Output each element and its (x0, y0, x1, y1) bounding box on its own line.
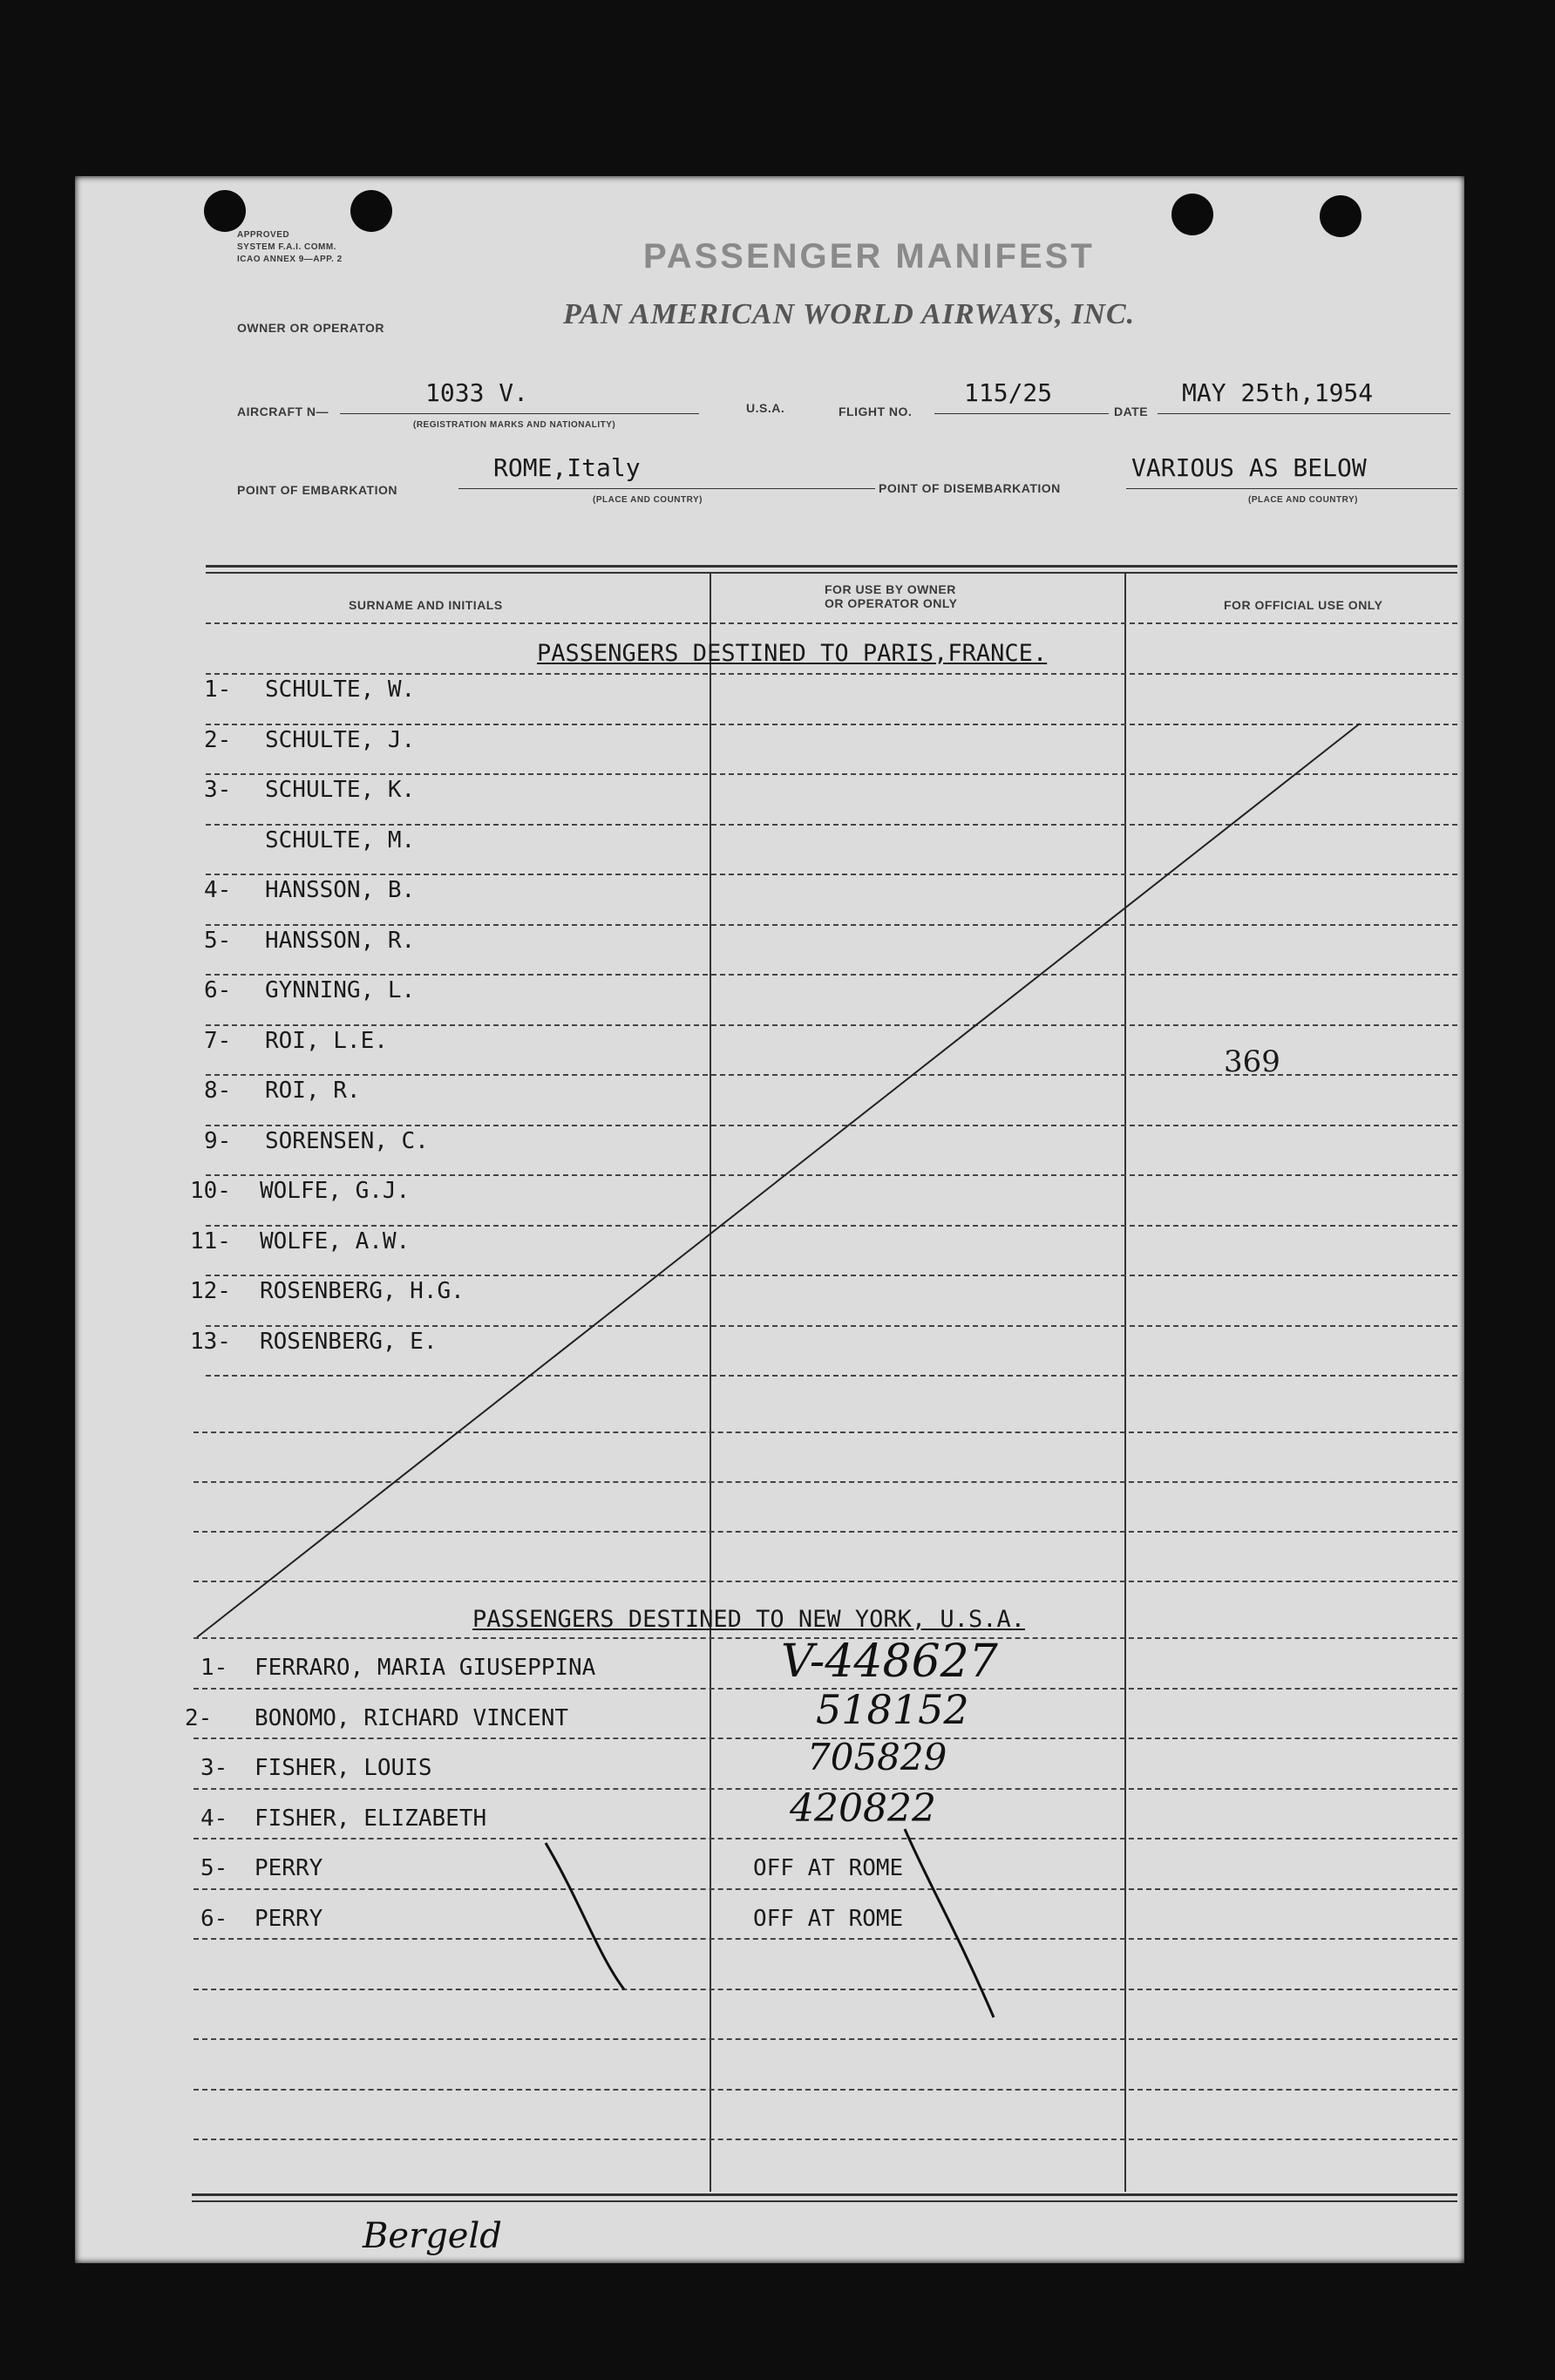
paris-passenger-name: SCHULTE, W. (265, 677, 416, 703)
ny-row-note: OFF AT ROME (753, 1905, 904, 1932)
paris-row-number: 8- (204, 1078, 232, 1104)
official-number: 369 (1224, 1044, 1280, 1079)
col-official-header: FOR OFFICIAL USE ONLY (1224, 598, 1383, 612)
ny-row-note: OFF AT ROME (753, 1855, 904, 1881)
owner-label: OWNER OR OPERATOR (237, 321, 384, 335)
date-label: DATE (1114, 405, 1149, 418)
strike-line (75, 176, 1464, 2263)
paris-passenger-name: HANSSON, R. (265, 927, 416, 954)
paris-passenger-name: WOLFE, A.W. (260, 1227, 411, 1255)
ny-row-number: 5- (200, 1855, 228, 1881)
col-surname-header: SURNAME AND INITIALS (349, 598, 503, 612)
ny-handwritten-number: 705829 (807, 1736, 947, 1778)
flight-label: FLIGHT NO. (839, 405, 913, 418)
paris-passenger-name: GYNNING, L. (265, 977, 416, 1003)
ny-row-number: 4- (200, 1805, 228, 1832)
paris-passenger-name: WOLFE, G.J. (260, 1178, 411, 1204)
ny-passenger-name: FISHER, ELIZABETH (255, 1805, 487, 1832)
paris-passenger-name: ROI, L.E. (265, 1027, 388, 1054)
manifest-title: PASSENGER MANIFEST (643, 237, 1095, 275)
paris-row-number: 3- (204, 777, 232, 803)
paris-row-number: 12- (190, 1278, 231, 1304)
manifest-sheet (75, 176, 1464, 2263)
registration-note: (REGISTRATION MARKS AND NATIONALITY) (413, 420, 616, 430)
embark-value: ROME,Italy (493, 453, 641, 482)
ny-passenger-name: FISHER, LOUIS (255, 1755, 432, 1781)
place-note-2: (PLACE AND COUNTRY) (1248, 495, 1358, 505)
ny-handwritten-number: V-448627 (781, 1635, 998, 1688)
paris-row-number: 7- (204, 1027, 232, 1054)
ny-heading: PASSENGERS DESTINED TO NEW YORK, U.S.A. (472, 1606, 1025, 1633)
approval-line-2: SYSTEM F.A.I. COMM. (237, 242, 336, 252)
flight-value: 115/25 (964, 378, 1053, 407)
date-value: MAY 25th,1954 (1182, 378, 1374, 407)
signature: Bergeld (363, 2216, 502, 2256)
ny-passenger-name: FERRARO, MARIA GIUSEPPINA (255, 1655, 596, 1681)
airline-name: PAN AMERICAN WORLD AIRWAYS, INC. (563, 298, 1136, 330)
approval-line-1: APPROVED (237, 230, 290, 240)
paris-row-number: 1- (204, 677, 232, 703)
paris-passenger-name: SCHULTE, J. (265, 726, 416, 753)
paris-row-number: 9- (204, 1127, 232, 1154)
ny-passenger-name: PERRY (255, 1905, 323, 1932)
disembark-label: POINT OF DISEMBARKATION (879, 481, 1061, 495)
aircraft-label: AIRCRAFT N— (237, 405, 329, 418)
ny-handwritten-number: 420822 (790, 1785, 936, 1831)
disembark-value: VARIOUS AS BELOW (1131, 453, 1367, 482)
paris-passenger-name: ROSENBERG, E. (260, 1328, 438, 1355)
paris-row-number: 2- (204, 726, 232, 753)
paris-passenger-name: SORENSEN, C. (265, 1127, 429, 1154)
nationality: U.S.A. (746, 401, 785, 415)
paris-row-number: 4- (204, 877, 232, 903)
paris-passenger-name: ROI, R. (265, 1078, 361, 1104)
ny-passenger-name: PERRY (255, 1855, 323, 1881)
paris-heading: PASSENGERS DESTINED TO PARIS,FRANCE. (537, 640, 1048, 667)
paris-passenger-name: HANSSON, B. (265, 877, 416, 903)
paris-row-number: 11- (190, 1227, 231, 1255)
approval-line-3: ICAO ANNEX 9—APP. 2 (237, 255, 343, 264)
place-note-1: (PLACE AND COUNTRY) (593, 495, 703, 505)
aircraft-value: 1033 V. (425, 378, 529, 407)
paris-passenger-name: SCHULTE, M. (265, 826, 416, 853)
paris-row-number: 6- (204, 977, 232, 1003)
paris-row-number: 5- (204, 927, 232, 954)
ny-passenger-name: BONOMO, RICHARD VINCENT (255, 1704, 569, 1731)
ny-row-number: 1- (200, 1655, 228, 1681)
paris-passenger-name: ROSENBERG, H.G. (260, 1278, 465, 1304)
ny-row-number: 6- (200, 1905, 228, 1932)
ny-row-number: 3- (200, 1755, 228, 1781)
embark-label: POINT OF EMBARKATION (237, 483, 397, 497)
ny-row-number: 2- (185, 1704, 213, 1731)
paris-passenger-name: SCHULTE, K. (265, 777, 416, 803)
paris-row-number: 13- (190, 1328, 231, 1355)
col-owner-header-1: FOR USE BY OWNER (825, 582, 956, 596)
col-owner-header-2: OR OPERATOR ONLY (825, 596, 958, 610)
ny-handwritten-number: 518152 (816, 1685, 969, 1733)
paris-row-number: 10- (190, 1178, 231, 1204)
